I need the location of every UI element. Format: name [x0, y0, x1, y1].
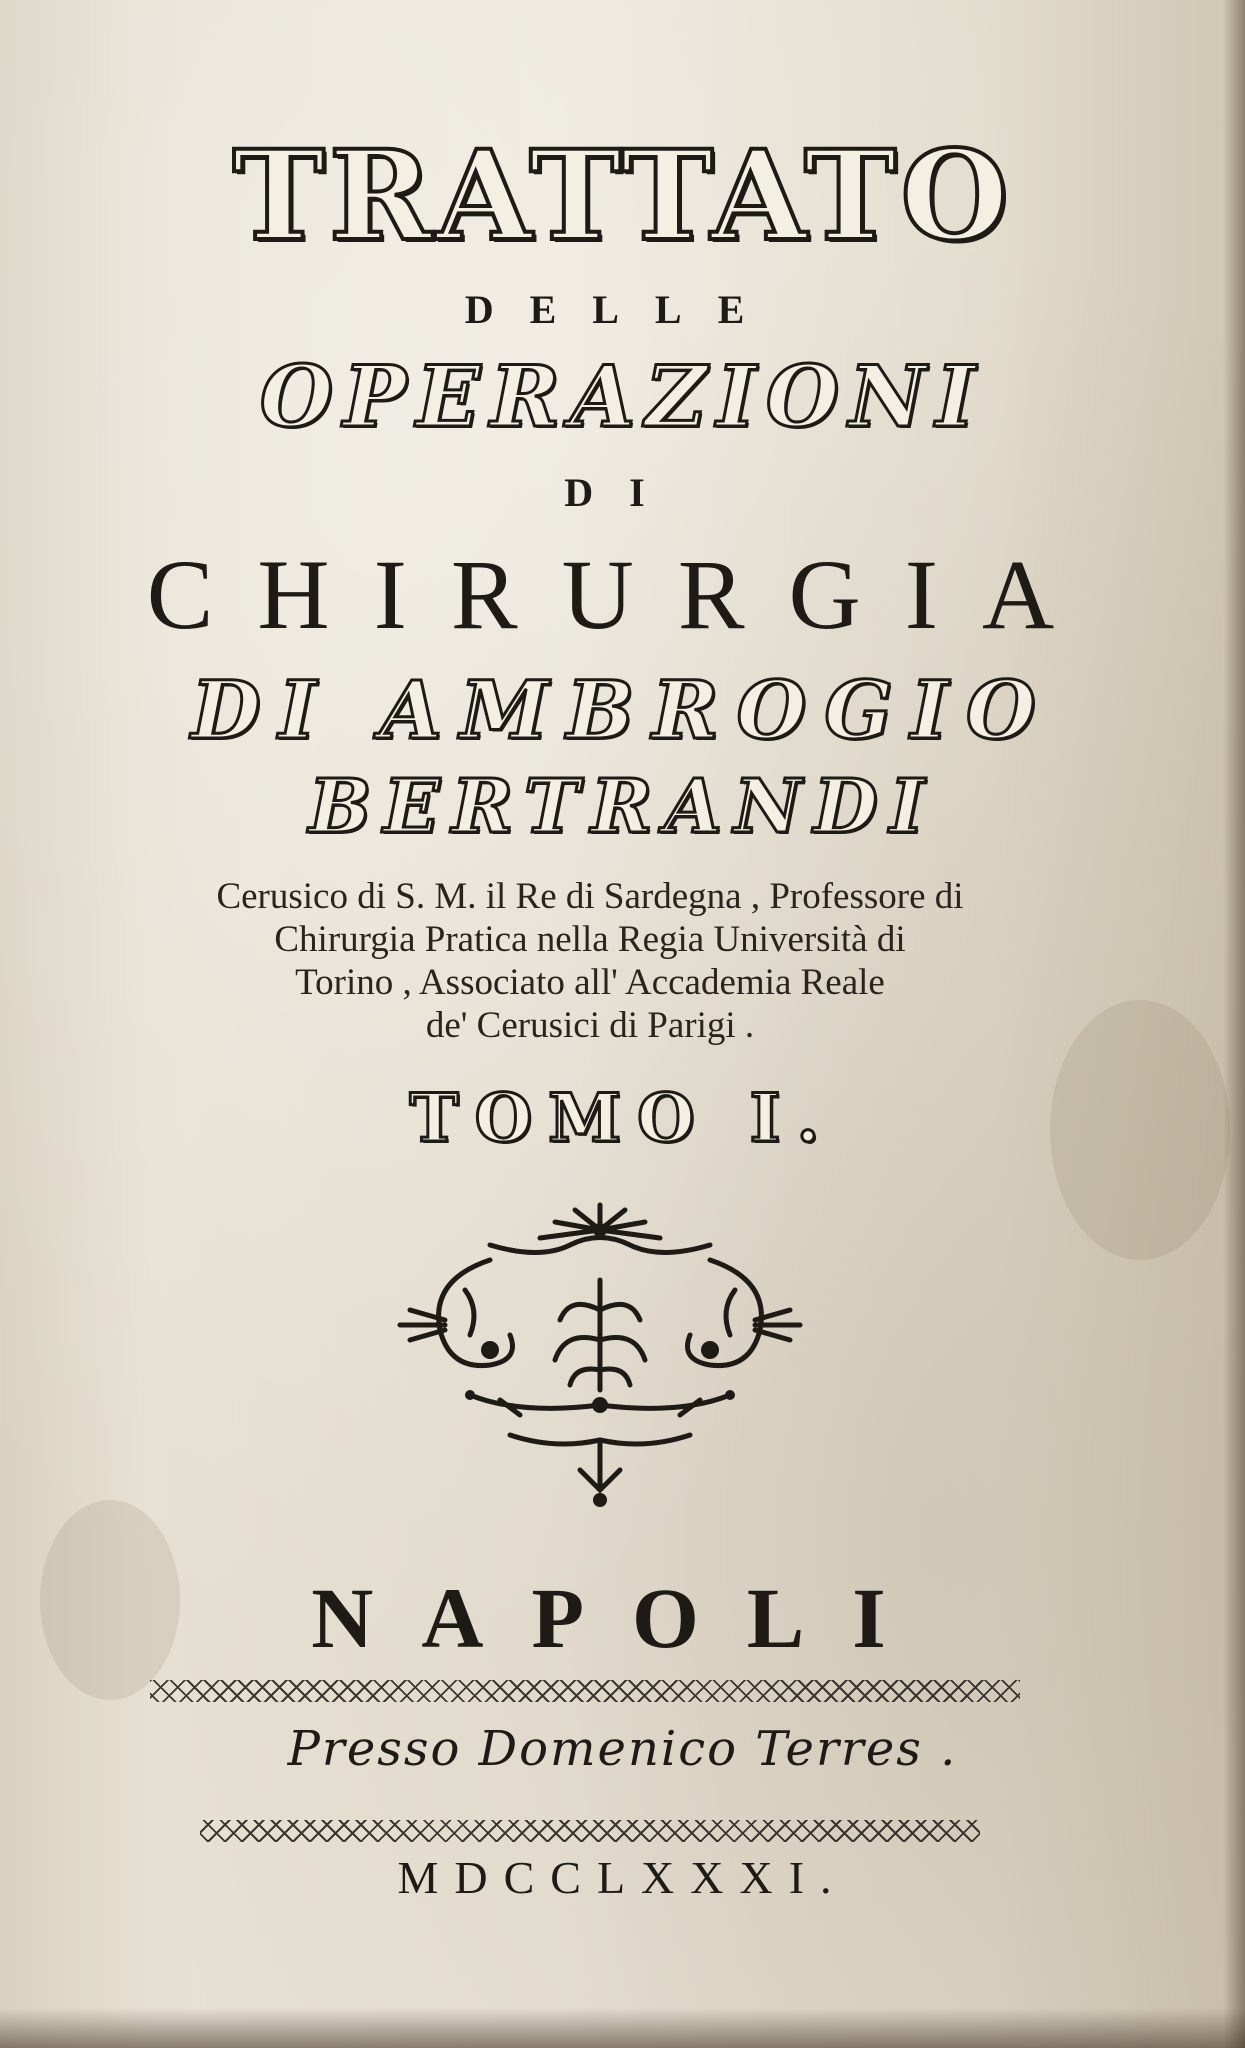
credentials-line: Cerusico di S. M. il Re di Sardegna , Professore di — [216, 876, 964, 917]
credentials-line: Torino , Associato all' Accademia Reale — [295, 962, 885, 1003]
title-delle: DELLE — [464, 287, 781, 332]
title-chirurgia: CHIRURGIA — [146, 539, 1099, 650]
page-edge-shadow — [0, 2008, 1245, 2048]
imprint-year: MDCCLXXXI. — [397, 1852, 848, 1903]
imprint-city: NAPOLI — [311, 1570, 934, 1666]
book-title: TRATTATO — [232, 124, 1013, 269]
credentials-line: de' Cerusici di Parigi . — [425, 1005, 755, 1046]
credentials-line: Chirurgia Pratica nella Regia Università di — [274, 919, 906, 960]
ornamental-rule — [150, 1680, 1020, 1702]
title-operazioni: OPERAZIONI — [259, 347, 986, 446]
author-line-1: DI AMBROGIO — [191, 663, 1054, 757]
page-edge-shadow — [1223, 0, 1245, 2048]
author-credentials — [100, 875, 1080, 1047]
volume-number: TOMO I. — [409, 1079, 836, 1157]
author-line-2: BERTRANDI — [308, 764, 937, 850]
ornamental-rule — [200, 1820, 980, 1842]
title-di: DI — [564, 470, 681, 515]
imprint-publisher: Presso Domenico Terres . — [287, 1721, 958, 1777]
floral-vignette-icon — [370, 1200, 830, 1530]
